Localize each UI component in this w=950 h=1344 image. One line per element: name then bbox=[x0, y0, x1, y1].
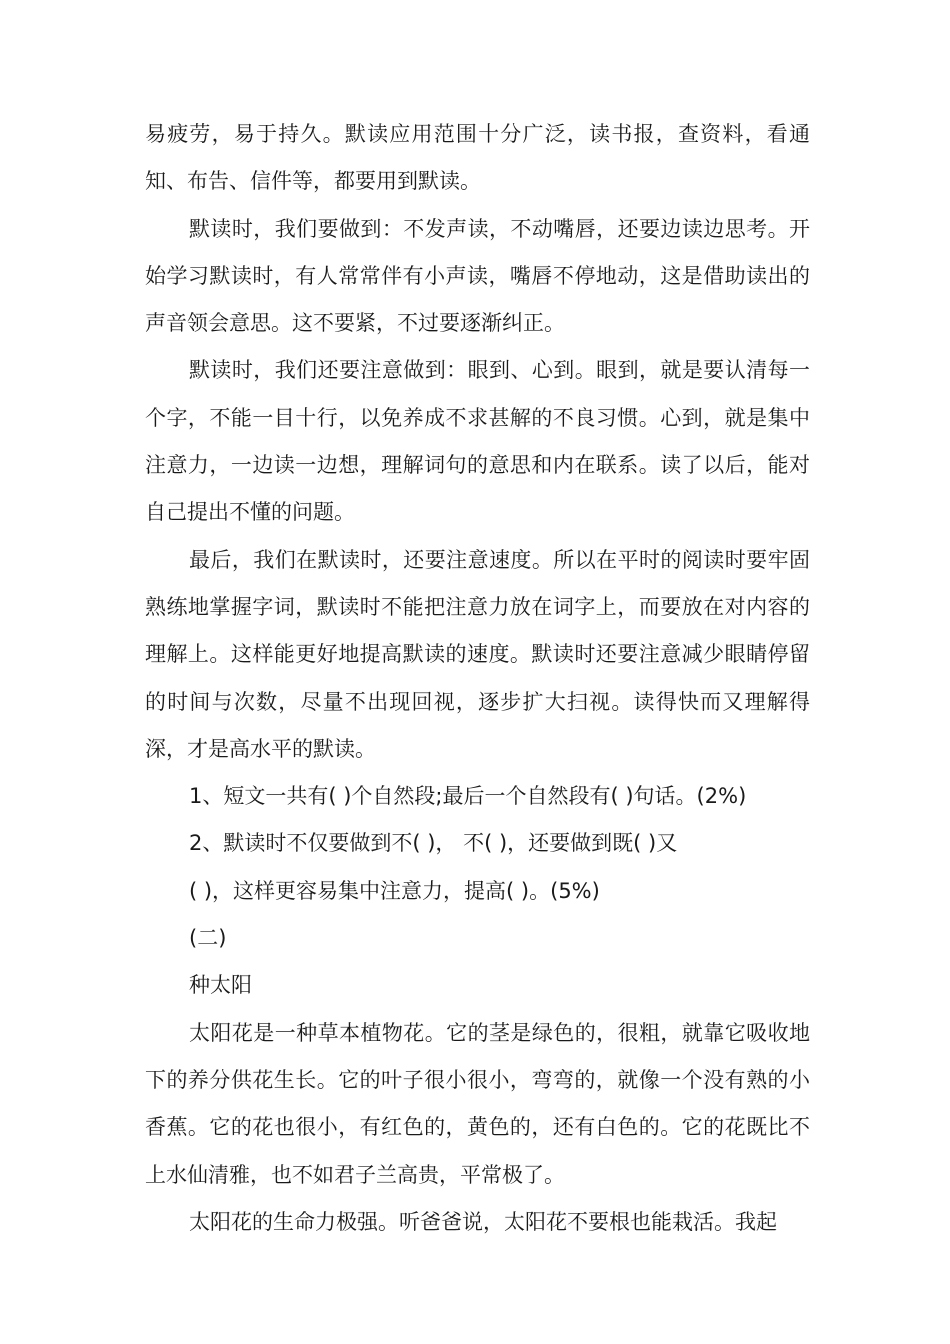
question-2: 2、默读时不仅要做到不( )， 不( )，还要做到既( )又 bbox=[189, 831, 678, 856]
story-paragraph-vitality: 太阳花的生命力极强。听爸爸说，太阳花不要根也能栽活。我起 bbox=[189, 1209, 777, 1234]
paragraph-reading-speed: 最后，我们在默读时，还要注意速度。所以在平时的阅读时要牢固熟练地掌握字词，默读时不能把注意力放在词字上，而要放在对内容的理解上。这样能更好地提高默读的速度。默读时还要注意减少眼睛停留的时间与次数，尽量不出现回视，逐步扩大扫视。读得快而又理解得深，才是高水平的默读。 bbox=[145, 547, 810, 761]
paragraph-eyes-and-heart: 默读时，我们还要注意做到：眼到、心到。眼到，就是要认清每一个字，不能一目十行，以免养成不求甚解的不良习惯。心到，就是集中注意力，一边读一边想，理解词句的意思和内在联系。读了以后，能对自己提出不懂的问题。 bbox=[145, 358, 810, 525]
paragraph-silent-reading-requirements: 默读时，我们要做到：不发声读，不动嘴唇，还要边读边思考。开始学习默读时，有人常常伴有小声读，嘴唇不停地动，这是借助读出的声音领会意思。这不要紧，不过要逐渐纠正。 bbox=[145, 216, 810, 336]
question-2-continued: ( )，这样更容易集中注意力，提高( )。(5%) bbox=[189, 878, 600, 903]
story-title: 种太阳 bbox=[189, 973, 252, 998]
document-body bbox=[145, 111, 810, 1246]
question-1: 1、短文一共有( )个自然段;最后一个自然段有( )句话。(2%) bbox=[189, 784, 747, 809]
paragraph-continued: 易疲劳，易于持久。默读应用范围十分广泛，读书报，查资料，看通知、布告、信件等，都要用到默读。 bbox=[145, 122, 810, 194]
section-label: (二) bbox=[189, 926, 227, 951]
story-paragraph-description: 太阳花是一种草本植物花。它的茎是绿色的，很粗，就靠它吸收地下的养分供花生长。它的叶子很小很小，弯弯的，就像一个没有熟的小香蕉。它的花也很小，有红色的，黄色的，还有白色的。它的花既比不上水仙清雅，也不如君子兰高贵，平常极了。 bbox=[145, 1020, 810, 1187]
